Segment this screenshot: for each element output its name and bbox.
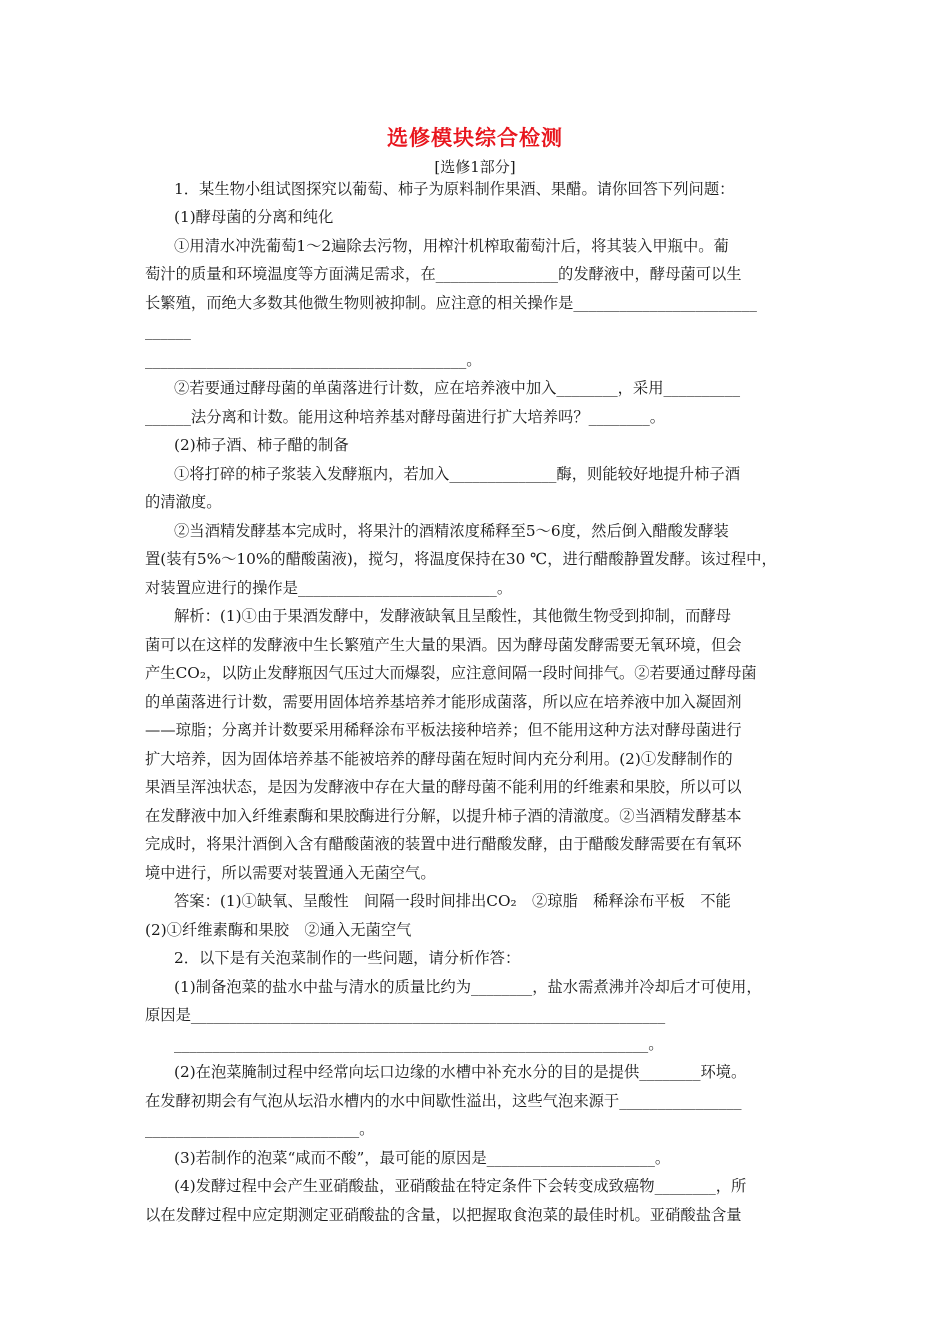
page-title: 选修模块综合检测 bbox=[387, 126, 563, 150]
q1-part-2-heading: (2)柿子酒、柿子醋的制备 bbox=[174, 436, 349, 454]
answer-blank-line: ______________________________________________________________。 bbox=[174, 1035, 664, 1053]
text-line: ②若要通过酵母菌的单菌落进行计数，应在培养液中加入________，采用__________ bbox=[174, 379, 740, 397]
text-line: ②当酒精发酵基本完成时，将果汁的酒精浓度稀释至5～6度，然后倒入醋酸发酵装 bbox=[174, 522, 729, 540]
analysis-line: 扩大培养，因为固体培养基不能被培养的酵母菌在短时间内充分利用。(2)①发酵制作的 bbox=[145, 750, 733, 768]
question-2-stem: 2．以下是有关泡菜制作的一些问题，请分析作答： bbox=[174, 949, 521, 967]
analysis-line: 菌可以在这样的发酵液中生长繁殖产生大量的果酒。因为酵母菌发酵需要无氧环境，但会 bbox=[145, 636, 742, 654]
analysis-line: 解析：(1)①由于果酒发酵中，发酵液缺氧且呈酸性，其他微生物受到抑制，而酵母 bbox=[174, 607, 732, 625]
text-line: (3)若制作的泡菜“咸而不酸”，最可能的原因是______________________。 bbox=[174, 1149, 671, 1167]
analysis-line: 完成时，将果汁酒倒入含有醋酸菌液的装置中进行醋酸发酵，由于醋酸发酵需要在有氧环 bbox=[145, 835, 742, 853]
text-line: 在发酵初期会有气泡从坛沿水槽内的水中间歇性溢出，这些气泡来源于________________ bbox=[145, 1092, 742, 1110]
text-line: 萄汁的质量和环境温度等方面满足需求，在________________的发酵液中，酵母菌可以生 bbox=[145, 265, 742, 283]
text-line: ①将打碎的柿子浆装入发酵瓶内，若加入______________酶，则能较好地提升柿子酒 bbox=[174, 465, 740, 483]
text-line: 长繁殖，而绝大多数其他微生物则被抑制。应注意的相关操作是________________________ bbox=[145, 294, 757, 312]
q1-part-1-heading: (1)酵母菌的分离和纯化 bbox=[174, 208, 334, 226]
text-line: (1)制备泡菜的盐水中盐与清水的质量比约为________，盐水需煮沸并冷却后才可使用， bbox=[174, 978, 762, 996]
analysis-line: 果酒呈浑浊状态，是因为发酵液中存在大量的酵母菌不能利用的纤维素和果胶，所以可以 bbox=[145, 778, 742, 796]
text-line: ①用清水冲洗葡萄1～2遍除去污物，用榨汁机榨取葡萄汁后，将其装入甲瓶中。葡 bbox=[174, 237, 729, 255]
page-subtitle: [选修1部分] bbox=[434, 158, 516, 176]
text-line: 对装置应进行的操作是__________________________。 bbox=[145, 579, 513, 597]
text-line: (4)发酵过程中会产生亚硝酸盐，亚硝酸盐在特定条件下会转变成致癌物________，所 bbox=[174, 1177, 747, 1195]
answer-blank-line: ____________________________。 bbox=[145, 1120, 375, 1138]
analysis-line: 境中进行，所以需要对装置通入无菌空气。 bbox=[145, 864, 436, 882]
analysis-line: ——琼脂；分离并计数要采用稀释涂布平板法接种培养；但不能用这种方法对酵母菌进行 bbox=[145, 721, 742, 739]
text-line: 原因是______________________________________________________________ bbox=[145, 1006, 666, 1024]
answer-line: 答案：(1)①缺氧、呈酸性 间隔一段时间排出CO₂ ②琼脂 稀释涂布平板 不能 bbox=[174, 892, 731, 910]
answer-blank-line: ______ bbox=[145, 322, 191, 340]
analysis-line: 在发酵液中加入纤维素酶和果胶酶进行分解，以提升柿子酒的清澈度。②当酒精发酵基本 bbox=[145, 807, 742, 825]
text-line: 以在发酵过程中应定期测定亚硝酸盐的含量，以把握取食泡菜的最佳时机。亚硝酸盐含量 bbox=[145, 1206, 742, 1224]
answer-blank-line: __________________________________________。 bbox=[145, 351, 482, 369]
answer-line: (2)①纤维素酶和果胶 ②通入无菌空气 bbox=[145, 921, 412, 939]
text-line: 的清澈度。 bbox=[145, 493, 222, 511]
text-line: ______法分离和计数。能用这种培养基对酵母菌进行扩大培养吗？________。 bbox=[145, 408, 666, 426]
analysis-line: 的单菌落进行计数，需要用固体培养基培养才能形成菌落，所以应在培养液中加入凝固剂 bbox=[145, 693, 742, 711]
question-1-stem: 1．某生物小组试图探究以葡萄、柿子为原料制作果酒、果醋。请你回答下列问题： bbox=[174, 180, 735, 198]
analysis-line: 产生CO₂，以防止发酵瓶因气压过大而爆裂，应注意间隔一段时间排气。②若要通过酵母菌 bbox=[145, 664, 757, 682]
text-line: (2)在泡菜腌制过程中经常向坛口边缘的水槽中补充水分的目的是提供________环境。 bbox=[174, 1063, 747, 1081]
text-line: 置(装有5%～10%的醋酸菌液)，搅匀，将温度保持在30 ℃，进行醋酸静置发酵。该过程中， bbox=[145, 550, 777, 568]
